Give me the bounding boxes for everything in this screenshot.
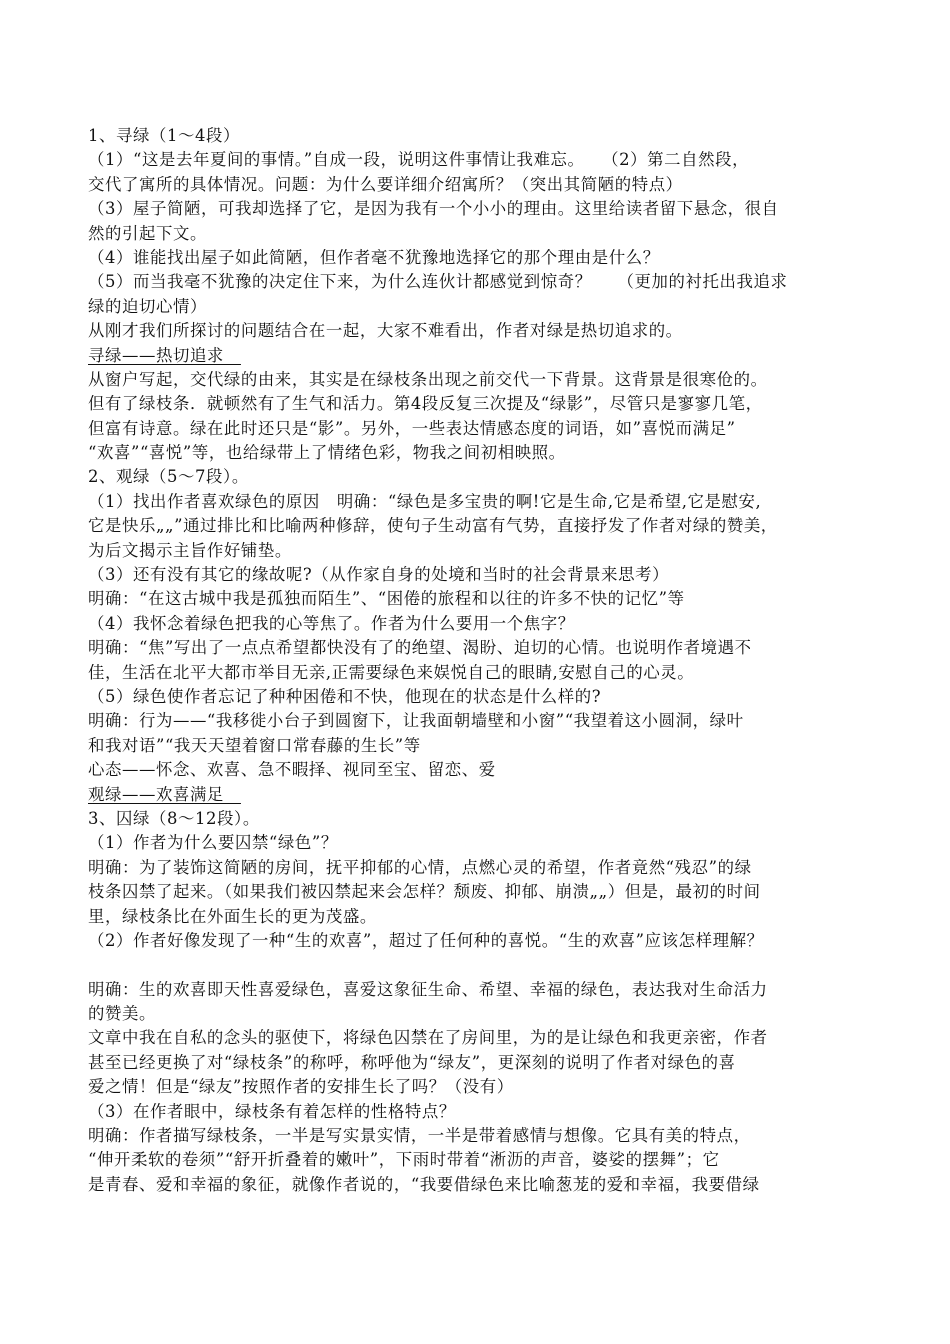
text-line: （4）我怀念着绿色把我的心等焦了。作者为什么要用一个焦字？ (88, 613, 575, 633)
text-line: 佳，生活在北平大都市举目无亲,正需要绿色来娱悦自己的眼睛,安慰自己的心灵。 (88, 662, 695, 682)
text-line: 它是快乐„„”通过排比和比喻两种修辞，使句子生动富有气势，直接抒发了作者对绿的赞美， (88, 516, 778, 536)
text-line: “欢喜”“喜悦”等，也给绿带上了情绪色彩，物我之间初相映照。 (88, 443, 566, 463)
summary-heading-1: 寻绿——热切追求 (88, 345, 241, 365)
text-line: 文章中我在自私的念头的驱使下，将绿色囚禁在了房间里，为的是让绿色和我更亲密，作者 (88, 1028, 768, 1048)
text-line: （3）在作者眼中，绿枝条有着怎样的性格特点？ (88, 1101, 456, 1121)
text-line: 绿的迫切心情） (88, 296, 207, 316)
text-line: 心态——怀念、欢喜、急不暇择、视同至宝、留恋、爱 (88, 760, 496, 780)
text-line: 但富有诗意。绿在此时还只是“影”。另外，一些表达情感态度的词语，如”喜悦而满足” (88, 418, 736, 438)
text-line: 和我对语”“我天天望着窗口常春藤的生长”等 (88, 735, 421, 755)
text-line: （3）还有没有其它的缘故呢?（从作家自身的处境和当时的社会背景来思考） (88, 565, 670, 585)
text-line: 但有了绿枝条．就顿然有了生气和活力。第4段反复三次提及“绿影”，尽管只是寥寥几笔， (88, 394, 763, 414)
text-line: 从窗户写起，交代绿的由来，其实是在绿枝条出现之前交代一下背景。这背景是很寒伧的。 (88, 369, 768, 389)
text-line: 明确：行为——“我移徙小台子到圆窗下，让我面朝墙壁和小窗”“我望着这小圆洞，绿叶 (88, 711, 744, 731)
text-line: “伸开柔软的卷须”“舒开折叠着的嫩叶”，下雨时带着“淅沥的声音，婆娑的摆舞”；它 (88, 1150, 720, 1170)
blank-line (88, 953, 888, 977)
text-line: （2）作者好像发现了一种“生的欢喜”，超过了任何种的喜悦。“生的欢喜”应该怎样理解？ (88, 930, 764, 950)
text-line: 枝条囚禁了起来。（如果我们被囚禁起来会怎样？颓废、抑郁、崩溃„„）但是，最初的时间 (88, 882, 761, 902)
text-line: 爱之情！但是“绿友”按照作者的安排生长了吗？（没有） (88, 1077, 514, 1097)
text-line: 交代了寓所的具体情况。问题：为什么要详细介绍寓所？（突出其简陋的特点） (88, 174, 683, 194)
text-line: （5）绿色使作者忘记了种种困倦和不快，他现在的状态是什么样的? (88, 686, 602, 706)
text-line: 然的引起下文。 (88, 223, 207, 243)
text-line: （1）找出作者喜欢绿色的原因 明确：“绿色是多宝贵的啊!它是生命,它是希望,它是慰安, (88, 491, 762, 511)
text-line: （1）作者为什么要囚禁“绿色”？ (88, 833, 338, 853)
text-line: 明确：“焦”写出了一点点希望都快没有了的绝望、渴盼、迫切的心情。也说明作者境遇不 (88, 638, 752, 658)
section-heading-1: 1、寻绿（1～4段） (88, 126, 241, 145)
text-line: 明确：作者描写绿枝条，一半是写实景实情，一半是带着感情与想像。它具有美的特点， (88, 1126, 751, 1146)
text-line: 为后文揭示主旨作好铺垫。 (88, 540, 292, 560)
text-line: （3）屋子简陋，可我却选择了它，是因为我有一个小小的理由。这里给读者留下悬念，很自 (88, 199, 779, 219)
text-line: 从刚才我们所探讨的问题结合在一起，大家不难看出，作者对绿是热切追求的。 (88, 321, 683, 341)
document-page (88, 124, 888, 1197)
text-line: 明确：生的欢喜即天性喜爱绿色，喜爱这象征生命、希望、幸福的绿色，表达我对生命活力 (88, 979, 768, 999)
text-line: 的赞美。 (88, 1004, 156, 1024)
section-heading-2: 2、观绿（5～7段）。 (88, 467, 249, 487)
summary-heading-2: 观绿——欢喜满足 (88, 784, 241, 804)
section-heading-3: 3、囚绿（8～12段）。 (88, 808, 260, 828)
text-line: （4）谁能找出屋子如此简陋，但作者毫不犹豫地选择它的那个理由是什么？ (88, 247, 660, 267)
text-line: 是青春、爱和幸福的象征，就像作者说的，“我要借绿色来比喻葱茏的爱和幸福，我要借绿 (88, 1174, 760, 1194)
text-line: （5）而当我毫不犹豫的决定住下来，为什么连伙计都感觉到惊奇？ （更加的衬托出我追求 (88, 272, 788, 292)
text-line: 甚至已经更换了对“绿枝条”的称呼，称呼他为“绿友”，更深刻的说明了作者对绿色的喜 (88, 1052, 736, 1072)
text-line: （1）“这是去年夏间的事情。”自成一段，说明这件事情让我难忘。 （2）第二自然段， (88, 150, 750, 170)
text-line: 里，绿枝条比在外面生长的更为茂盛。 (88, 906, 377, 926)
text-line: 明确：“在这古城中我是孤独而陌生”、“困倦的旅程和以往的许多不快的记忆”等 (88, 589, 685, 609)
text-line: 明确：为了装饰这简陋的房间，抚平抑郁的心情，点燃心灵的希望，作者竟然“残忍”的绿 (88, 857, 752, 877)
